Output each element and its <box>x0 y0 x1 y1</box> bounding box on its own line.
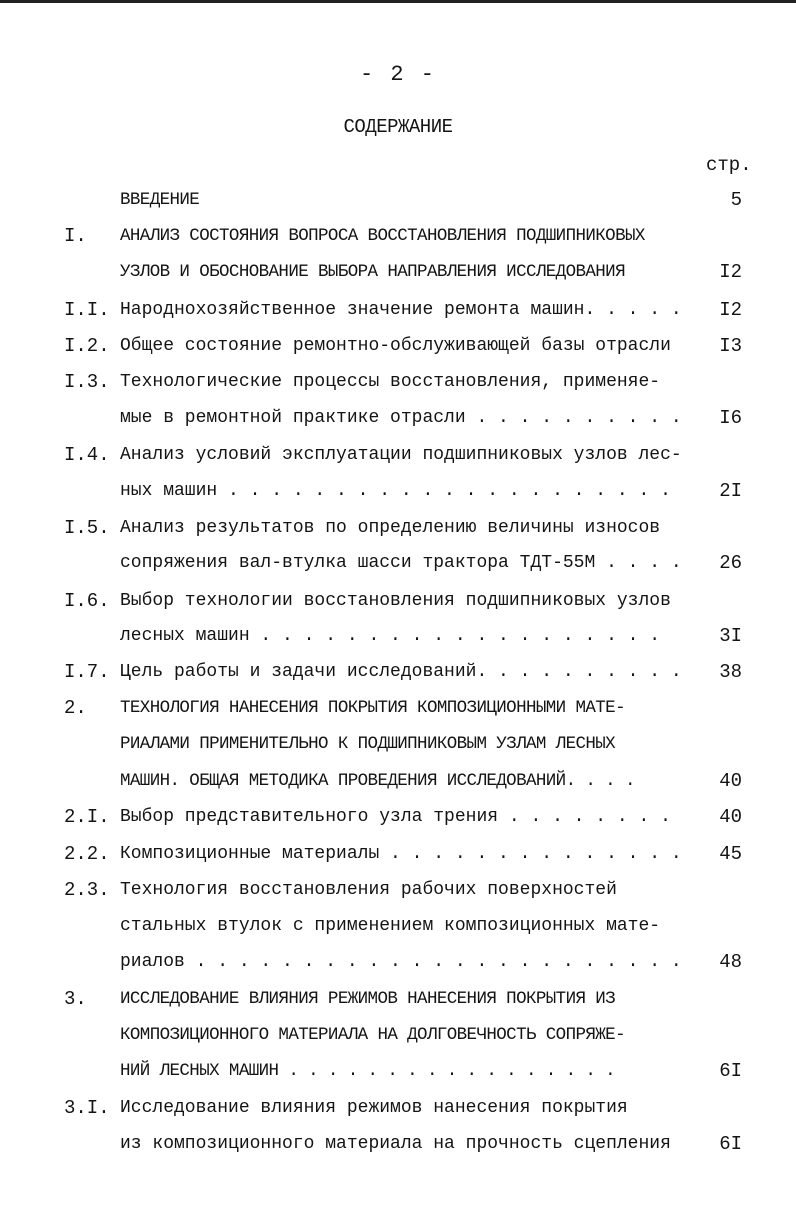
toc-page-number: 26 <box>719 552 742 574</box>
page-title: СОДЕРЖАНИЕ <box>343 116 453 138</box>
toc-line <box>0 1020 796 1050</box>
toc-entry-text: Исследование влияния режимов нанесения покрытия <box>120 1098 628 1118</box>
toc-entry-number: 2.3. <box>64 879 110 901</box>
toc-page-number: 6I <box>719 1133 742 1155</box>
toc-entry-text: АНАЛИЗ СОСТОЯНИЯ ВОПРОСА ВОССТАНОВЛЕНИЯ ПОДШИПНИКОВЫХ <box>120 226 645 246</box>
toc-page-number: 38 <box>719 661 742 683</box>
toc-line <box>0 586 796 616</box>
toc-line <box>0 947 796 977</box>
toc-page-number: 3I <box>719 625 742 647</box>
toc-entry-text: сопряжения вал-втулка шасси трактора ТДТ-55М . . . . <box>120 553 682 573</box>
toc-line <box>0 839 796 869</box>
toc-line <box>0 1093 796 1123</box>
toc-page-number: 48 <box>719 951 742 973</box>
page-column-label: стр. <box>706 154 752 176</box>
toc-entry-text: мые в ремонтной практике отрасли . . . . . . . . . . <box>120 408 682 428</box>
toc-line <box>0 185 796 215</box>
toc-entry-text: НИЙ ЛЕСНЫХ МАШИН . . . . . . . . . . . . . . . . . <box>120 1061 616 1081</box>
toc-entry-text: Общее состояние ремонтно-обслуживающей базы отрасли <box>120 336 671 356</box>
scan-top-edge <box>0 0 796 3</box>
toc-entry-number: I.2. <box>64 335 110 357</box>
toc-entry-number: I. <box>64 225 87 247</box>
toc-page-number: 5 <box>730 189 742 211</box>
toc-entry-text: Выбор технологии восстановления подшипниковых узлов <box>120 591 671 611</box>
toc-line <box>0 257 796 287</box>
toc-line <box>0 802 796 832</box>
toc-line <box>0 331 796 361</box>
toc-line <box>0 621 796 651</box>
toc-line <box>0 766 796 796</box>
toc-entry-number: I.7. <box>64 661 110 683</box>
toc-entry-text: Технология восстановления рабочих поверхностей <box>120 880 617 900</box>
toc-entry-number: 2.2. <box>64 843 110 865</box>
toc-line <box>0 657 796 687</box>
toc-entry-text: Цель работы и задачи исследований. . . . . . . . . . <box>120 662 682 682</box>
toc-entry-text: лесных машин . . . . . . . . . . . . . . . . . . . <box>120 626 661 646</box>
toc-entry-text: Народнохозяйственное значение ремонта машин. . . . . <box>120 300 682 320</box>
toc-line <box>0 1129 796 1159</box>
toc-entry-text: Композиционные материалы . . . . . . . . . . . . . . <box>120 844 682 864</box>
toc-line <box>0 729 796 759</box>
toc-line <box>0 295 796 325</box>
page-number: - 2 - <box>359 62 436 87</box>
toc-line <box>0 367 796 397</box>
toc-page-number: I2 <box>719 261 742 283</box>
toc-entry-text: ных машин . . . . . . . . . . . . . . . . . . . . . <box>120 481 671 501</box>
toc-entry-text: стальных втулок с применением композиционных мате- <box>120 916 661 936</box>
toc-entry-text: ИССЛЕДОВАНИЕ ВЛИЯНИЯ РЕЖИМОВ НАНЕСЕНИЯ ПОКРЫТИЯ ИЗ <box>120 989 616 1009</box>
toc-page-number: 40 <box>719 770 742 792</box>
toc-entry-text: КОМПОЗИЦИОННОГО МАТЕРИАЛА НА ДОЛГОВЕЧНОСТЬ СОПРЯЖЕ- <box>120 1025 625 1045</box>
toc-entry-text: риалов . . . . . . . . . . . . . . . . . . . . . . . <box>120 952 682 972</box>
toc-entry-number: I.4. <box>64 444 110 466</box>
toc-line <box>0 221 796 251</box>
toc-entry-text: ТЕХНОЛОГИЯ НАНЕСЕНИЯ ПОКРЫТИЯ КОМПОЗИЦИОННЫМИ МАТЕ- <box>120 698 625 718</box>
toc-line <box>0 693 796 723</box>
toc-entry-text: ВВЕДЕНИЕ <box>120 190 200 210</box>
toc-entry-text: УЗЛОВ И ОБОСНОВАНИЕ ВЫБОРА НАПРАВЛЕНИЯ ИССЛЕДОВАНИЯ <box>120 262 625 282</box>
toc-line <box>0 403 796 433</box>
toc-line <box>0 440 796 470</box>
toc-entry-text: РИАЛАМИ ПРИМЕНИТЕЛЬНО К ПОДШИПНИКОВЫМ УЗЛАМ ЛЕСНЫХ <box>120 734 616 754</box>
toc-page-number: 40 <box>719 806 742 828</box>
toc-entry-number: 2.I. <box>64 806 110 828</box>
toc-line <box>0 1056 796 1086</box>
toc-entry-number: I.3. <box>64 371 110 393</box>
toc-line <box>0 911 796 941</box>
toc-entry-number: 2. <box>64 697 87 719</box>
toc-entry-text: Анализ результатов по определению величины износов <box>120 518 661 538</box>
toc-line <box>0 875 796 905</box>
toc-entry-number: I.I. <box>64 299 110 321</box>
toc-entry-number: I.6. <box>64 590 110 612</box>
toc-entry-text: Анализ условий эксплуатации подшипниковых узлов лес- <box>120 445 682 465</box>
toc-line <box>0 513 796 543</box>
toc-page-number: 45 <box>719 843 742 865</box>
toc-line <box>0 476 796 506</box>
toc-entry-number: I.5. <box>64 517 110 539</box>
toc-entry-text: Технологические процессы восстановления, применяе- <box>120 372 661 392</box>
toc-page-number: I3 <box>719 335 742 357</box>
toc-page-number: 2I <box>719 480 742 502</box>
toc-entry-text: из композиционного материала на прочность сцепления <box>120 1134 671 1154</box>
toc-page-number: I2 <box>719 299 742 321</box>
toc-entry-number: 3. <box>64 988 87 1010</box>
toc-page-number: I6 <box>719 407 742 429</box>
toc-entry-text: МАШИН. ОБЩАЯ МЕТОДИКА ПРОВЕДЕНИЯ ИССЛЕДОВАНИЙ. . . . <box>120 771 635 791</box>
toc-line <box>0 984 796 1014</box>
toc-entry-number: 3.I. <box>64 1097 110 1119</box>
toc-line <box>0 548 796 578</box>
toc-page-number: 6I <box>719 1060 742 1082</box>
toc-entry-text: Выбор представительного узла трения . . . . . . . . <box>120 807 671 827</box>
